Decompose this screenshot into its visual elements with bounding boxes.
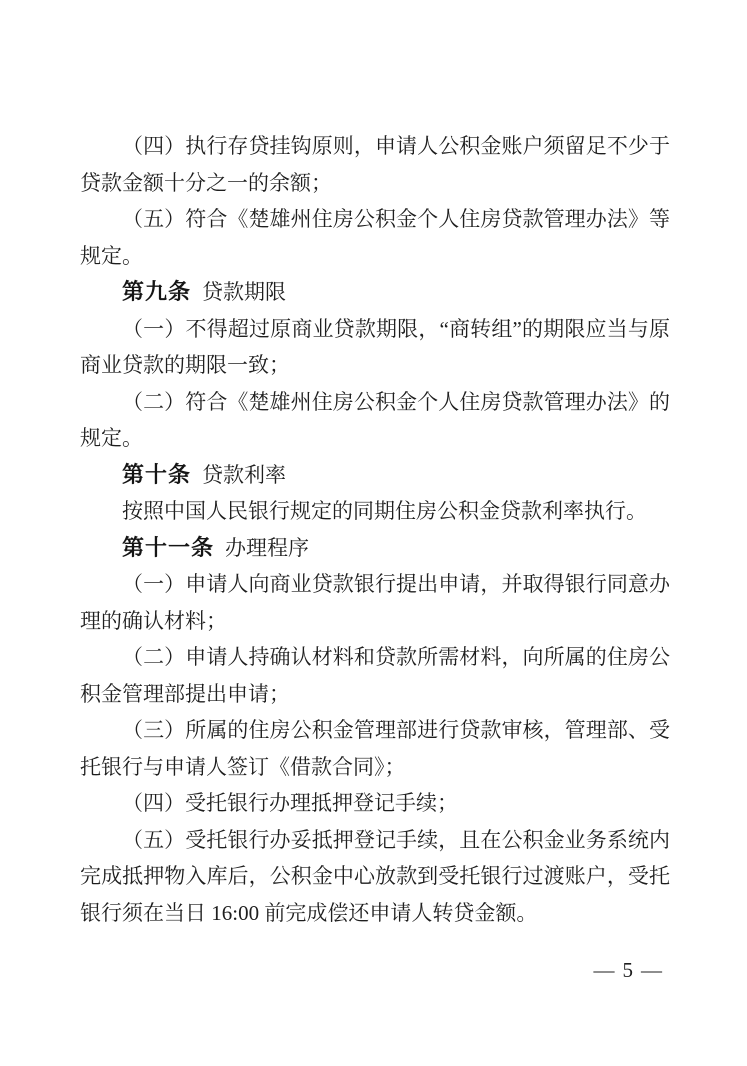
article-11-title: 办理程序 <box>225 535 310 560</box>
clause-5-paragraph: （五）符合《楚雄州住房公积金个人住房贷款管理办法》等规定。 <box>80 207 670 268</box>
article-9-number: 第九条 <box>122 279 192 304</box>
article-11-number: 第十一条 <box>122 534 215 560</box>
article-9-clause-2-paragraph: （二）符合《楚雄州住房公积金个人住房贷款管理办法》的规定。 <box>80 389 670 450</box>
article-11-step-3-paragraph: （三）所属的住房公积金管理部进行贷款审核，管理部、受托银行与申请人签订《借款合同》； <box>80 718 670 779</box>
document-body <box>80 128 670 931</box>
article-10-heading <box>80 457 670 494</box>
article-9-clause-1-paragraph: （一）不得超过原商业贷款期限，“商转组”的期限应当与原商业贷款的期限一致； <box>80 316 670 377</box>
article-11-step-2-paragraph: （二）申请人持确认材料和贷款所需材料，向所属的住房公积金管理部提出申请； <box>80 645 670 706</box>
clause-4-paragraph: （四）执行存贷挂钩原则，申请人公积金账户须留足不少于贷款金额十分之一的余额； <box>80 134 670 195</box>
article-10-number: 第十条 <box>122 461 192 487</box>
article-10-title: 贷款利率 <box>202 462 287 487</box>
page-number: 5 <box>622 958 633 982</box>
article-11-step-1-paragraph: （一）申请人向商业贷款银行提出申请，并取得银行同意办理的确认材料； <box>80 572 670 633</box>
article-9-heading <box>80 274 670 311</box>
page-footer <box>594 957 663 983</box>
article-9-title: 贷款期限 <box>202 280 287 304</box>
article-10-body-paragraph: 按照中国人民银行规定的同期住房公积金贷款利率执行。 <box>122 499 647 523</box>
article-11-step-4-paragraph: （四）受托银行办理抵押登记手续； <box>122 791 458 815</box>
footer-dash-left: — <box>593 958 615 982</box>
article-11-step-5-paragraph: （五）受托银行办妥抵押登记手续，且在公积金业务系统内完成抵押物入库后，公积金中心放款到受托银行过渡账户，受托银行须在当日 16:00 前完成偿还申请人转贷金额。 <box>80 827 670 925</box>
article-11-heading <box>80 530 670 567</box>
footer-dash-right: — <box>641 958 662 982</box>
